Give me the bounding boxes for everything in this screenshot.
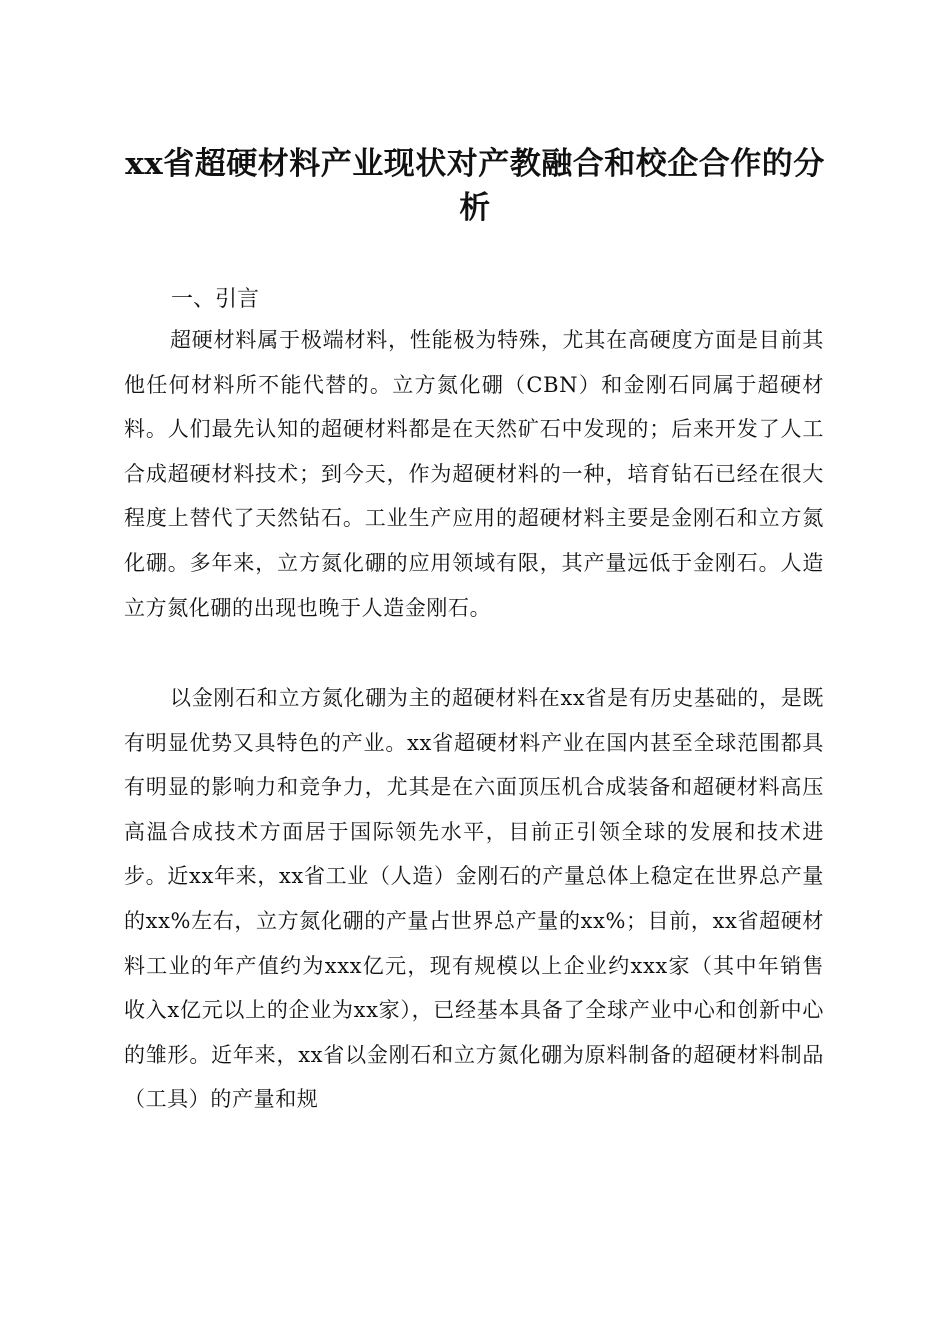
document-title: xx省超硬材料产业现状对产教融合和校企合作的分析 — [125, 146, 825, 226]
paragraph: 以金刚石和立方氮化硼为主的超硬材料在xx省是有历史基础的，是既有明显优势又具特色的产业。xx省超硬材料产业在国内甚至全球范围都具有明显的影响力和竞争力，尤其是在六面顶压机合成装备和超硬材料高压高温合成技术方面居于国际领先水平，目前正引领全球的发展和技术进步。近xx年来，xx省工业（人造）金刚石的产量总体上稳定在世界总产量的xx%左右，立方氮化硼的产量占世界总产量的xx%；目前，xx省超硬材料工业的年产值约为xxx亿元，现有规模以上企业约xxx家（其中年销售收入x亿元以上的企业为xx家），已经基本具备了全球产业中心和创新中心的雏形。近年来，xx省以金刚石和立方氮化硼为原料制备的超硬材料制品（工具）的产量和规 — [124, 686, 824, 1112]
paragraph: 超硬材料属于极端材料，性能极为特殊，尤其在高硬度方面是目前其他任何材料所不能代替的。立方氮化硼（CBN）和金刚石同属于超硬材料。人们最先认知的超硬材料都是在天然矿石中发现的；后来开发了人工合成超硬材料技术；到今天，作为超硬材料的一种，培育钻石已经在很大程度上替代了天然钻石。工业生产应用的超硬材料主要是金刚石和立方氮化硼。多年来，立方氮化硼的应用领域有限，其产量远低于金刚石。人造立方氮化硼的出现也晚于人造金刚石。 — [124, 328, 824, 620]
section-heading: 一、引言 — [171, 287, 260, 312]
